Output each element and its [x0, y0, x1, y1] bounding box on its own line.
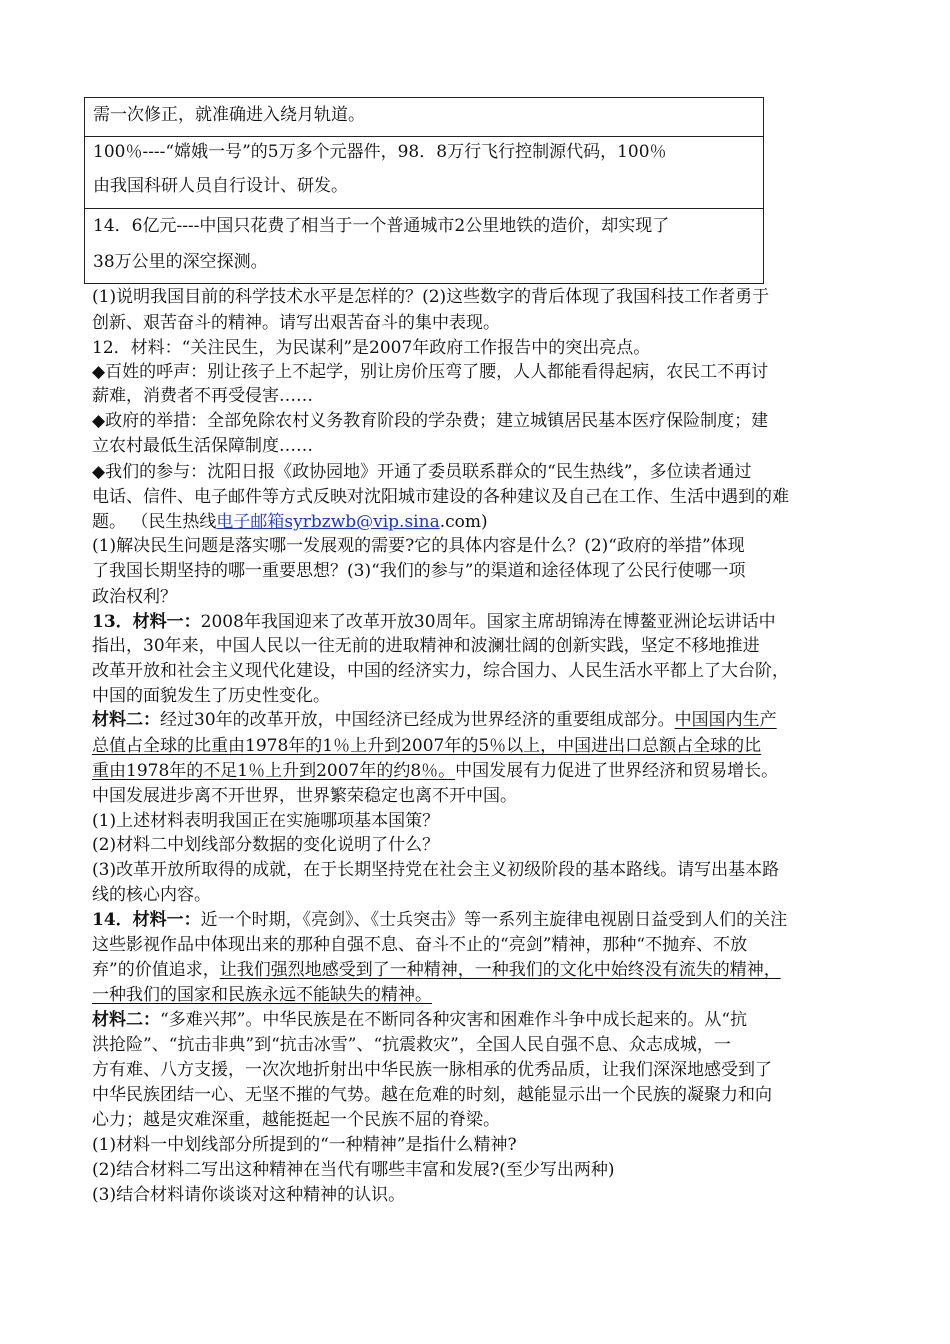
table-row: [85, 136, 763, 209]
paragraph-line: ◆政府的举措：全部免除农村义务教育阶段的学杂费；建立城镇居民基本医疗保险制度；建: [92, 411, 769, 431]
material-label: 13．材料一：: [92, 612, 201, 632]
question-text: (3)结合材料请你谈谈对这种精神的认识。: [92, 1185, 406, 1205]
paragraph-line: [92, 511, 488, 533]
paragraph-line: 方有难、八方支援，一次次地折射出中华民族一脉相承的优秀品质，让我们深深地感受到了: [92, 1060, 772, 1080]
paragraph-line: ◆我们的参与：沈阳日报《政协园地》开通了委员联系群众的“民生热线”，多位读者通过: [92, 462, 752, 482]
paragraph-text: .com): [439, 512, 488, 532]
question-text: (1)解决民生问题是落实哪一发展观的需要?它的具体内容是什么？(2)“政府的举措”体现: [92, 536, 745, 556]
paragraph-text: “多难兴邦”。中华民族是在不断同各种灾害和困难作斗争中成长起来的。从“抗: [160, 1010, 748, 1030]
table-text: 38万公里的深空探测。: [93, 252, 268, 272]
paragraph-line: 薪难，消费者不再受侵害……: [92, 386, 313, 406]
underlined-text: 重由1978年的不足1％上升到2007年的约8％。: [92, 761, 456, 781]
paragraph-line: [92, 735, 761, 757]
paragraph-line: [92, 1009, 747, 1031]
paragraph-line: [92, 709, 777, 731]
paragraph-line: 这些影视作品中体现出来的那种自强不息、奋斗不止的“亮剑”精神，那种“不抛弃、不放: [92, 935, 748, 955]
paragraph-text: 中国发展有力促进了世界经济和贸易增长。: [455, 761, 779, 781]
underlined-text: 让我们强烈地感受到了一种精神，一种我们的文化中始终没有流失的精神，: [219, 960, 781, 980]
table-text: 100％----“嫦娥一号”的5万多个元器件，98．8万行飞行控制源代码，100％: [93, 142, 667, 162]
table-text: 由我国科研人员自行设计、研发。: [93, 176, 348, 196]
paragraph-line: 中国的面貌发生了历史性变化。: [92, 686, 330, 706]
material-label: 材料二：: [92, 710, 160, 730]
question-text: (1)上述材料表明我国正在实施哪项基本国策？: [92, 811, 440, 831]
email-link[interactable]: 电子邮箱syrbzwb@vip.sina: [216, 512, 440, 532]
paragraph-line: 心力；越是灾难深重，越能挺起一个民族不屈的脊梁。: [92, 1110, 500, 1130]
question-text: 创新、艰苦奋斗的精神。请写出艰苦奋斗的集中表现。: [92, 313, 500, 333]
paragraph-line: 电话、信件、电子邮件等方式反映对沈阳城市建设的各种建议及自己在工作、生活中遇到的难: [92, 487, 789, 507]
data-table: [84, 97, 764, 284]
paragraph-text: 经过30年的改革开放，中国经济已经成为世界经济的重要组成部分。: [160, 710, 675, 730]
paragraph-text: 弃”的价值追求，: [92, 960, 220, 980]
paragraph-line: [92, 959, 781, 981]
paragraph-line: 洪抢险”、“抗击非典”到“抗击冰雪”、“抗震救灾”，全国人民自强不息、众志成城，一: [92, 1035, 731, 1055]
table-text: 需一次修正，就准确进入绕月轨道。: [93, 105, 365, 125]
paragraph-line: [92, 611, 776, 633]
question-text: 了我国长期坚持的哪一重要思想？(3)“我们的参与”的渠道和途径体现了公民行使哪一项: [92, 561, 746, 581]
question-text: 线的核心内容。: [92, 885, 211, 905]
underlined-text: 总值占全球的比重由1978年的1％上升到2007年的5％以上，中国进出口总额占全球的比: [92, 736, 762, 756]
paragraph-line: [92, 760, 778, 782]
paragraph-text: 题。 （民生热线: [92, 512, 217, 532]
paragraph-line: 中国发展进步离不开世界，世界繁荣稳定也离不开中国。: [92, 786, 517, 806]
question-text: (1)材料一中划线部分所提到的“一种精神”是指什么精神?: [92, 1135, 517, 1155]
question-text: (3)改革开放所取得的成就，在于长期坚持党在社会主义初级阶段的基本路线。请写出基本路: [92, 860, 780, 880]
paragraph-line: [92, 984, 432, 1006]
table-row: [85, 208, 763, 284]
paragraph-line: ◆百姓的呼声：别让孩子上不起学，别让房价压弯了腰，人人都能看得起病，农民工不再讨: [92, 362, 769, 382]
question-text: (2)结合材料二写出这种精神在当代有哪些丰富和发展?(至少写出两种): [92, 1160, 615, 1180]
paragraph-text: 近一个时期，《亮剑》、《士兵突击》等一系列主旋律电视剧日益受到人们的关注: [200, 910, 788, 930]
paragraph-line: 改革开放和社会主义现代化建设，中国的经济实力，综合国力、人民生活水平都上了大台阶，: [92, 661, 789, 681]
question-text: 政治权利？: [92, 587, 177, 607]
question-text: (2)材料二中划线部分数据的变化说明了什么？: [92, 835, 440, 855]
table-row: [85, 98, 763, 136]
paragraph-line: [92, 909, 787, 931]
underlined-text: 一种我们的国家和民族永远不能缺失的精神。: [92, 985, 432, 1005]
paragraph-text: 2008年我国迎来了改革开放30周年。国家主席胡锦涛在博鳌亚洲论坛讲话中: [200, 612, 776, 632]
material-label: 材料二：: [92, 1010, 160, 1030]
underlined-text: 中国国内生产: [674, 710, 777, 730]
material-label: 14．材料一：: [92, 910, 201, 930]
question-text: (1)说明我国目前的科学技术水平是怎样的？(2)这些数字的背后体现了我国科技工作者勇于: [92, 287, 770, 307]
question-heading: 12．材料：“关注民生，为民谋利”是2007年政府工作报告中的突出亮点。: [92, 338, 651, 358]
paragraph-line: 立农村最低生活保障制度……: [92, 436, 313, 456]
paragraph-line: 指出，30年来，中国人民以一往无前的进取精神和波澜壮阔的创新实践，坚定不移地推进: [92, 636, 760, 656]
table-text: 14．6亿元----中国只花费了相当于一个普通城市2公里地铁的造价，却实现了: [93, 216, 670, 236]
paragraph-line: 中华民族团结一心、无坚不摧的气势。越在危难的时刻，越能显示出一个民族的凝聚力和向: [92, 1085, 772, 1105]
